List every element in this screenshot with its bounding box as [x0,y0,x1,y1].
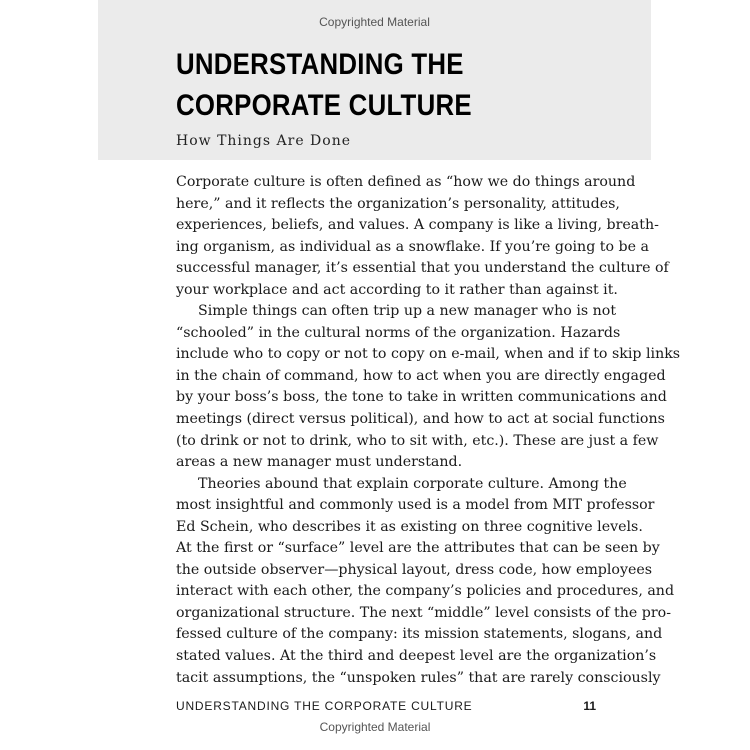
body-line: Simple things can often trip up a new manager who is not [198,303,617,320]
body-line: include who to copy or not to copy on e-mail, when and if to skip links [176,346,681,363]
body-line: interact with each other, the company’s policies and procedures, and [176,583,675,600]
body-line: most insightful and commonly used is a model from MIT professor [176,497,655,514]
chapter-title-line-2: CORPORATE CULTURE [176,89,472,122]
copyright-watermark-bottom: Copyrighted Material [319,720,431,734]
body-line: “schooled” in the cultural norms of the organization. Hazards [176,324,621,341]
body-line: fessed culture of the company: its mission statements, slogans, and [176,626,663,643]
chapter-title [176,44,472,126]
body-line: areas a new manager must understand. [176,454,463,471]
chapter-header [98,0,651,160]
chapter-title-line-1: UNDERSTANDING THE [176,48,464,81]
page-footer [176,699,596,713]
body-line: organizational structure. The next “middle” level consists of the pro- [176,604,671,621]
body-line: Corporate culture is often defined as “how we do things around [176,174,636,190]
body-line: stated values. At the third and deepest level are the organization’s [176,648,657,665]
body-line: At the first or “surface” level are the attributes that can be seen by [176,540,660,557]
body-line: ing organism, as individual as a snowflake. If you’re going to be a [176,238,649,255]
body-line: experiences, beliefs, and values. A company is like a living, breath- [176,217,659,234]
copyright-watermark-top: Copyrighted Material [319,15,430,29]
body-line: (to drink or not to drink, who to sit with, etc.). These are just a few [176,432,659,449]
body-line: your workplace and act according to it rather than against it. [176,281,618,298]
body-line: the outside observer—physical layout, dress code, how employees [176,561,653,578]
running-head: UNDERSTANDING THE CORPORATE CULTURE [176,699,473,713]
chapter-subtitle: How Things Are Done [176,133,352,149]
body-line: here,” and it reflects the organization’s personality, attitudes, [176,195,620,212]
body-line: in the chain of command, how to act when you are directly engaged [176,367,666,384]
body-line: by your boss’s boss, the tone to take in written communications and [176,389,667,406]
page-number: 11 [583,699,596,713]
body-text [176,172,681,689]
body-line: successful manager, it’s essential that you understand the culture of [176,260,669,277]
body-line: tacit assumptions, the “unspoken rules” that are rarely consciously [176,669,661,686]
body-line: meetings (direct versus political), and how to act at social functions [176,411,665,428]
body-line: Theories abound that explain corporate culture. Among the [198,475,627,492]
body-line: Ed Schein, who describes it as existing on three cognitive levels. [176,518,643,535]
